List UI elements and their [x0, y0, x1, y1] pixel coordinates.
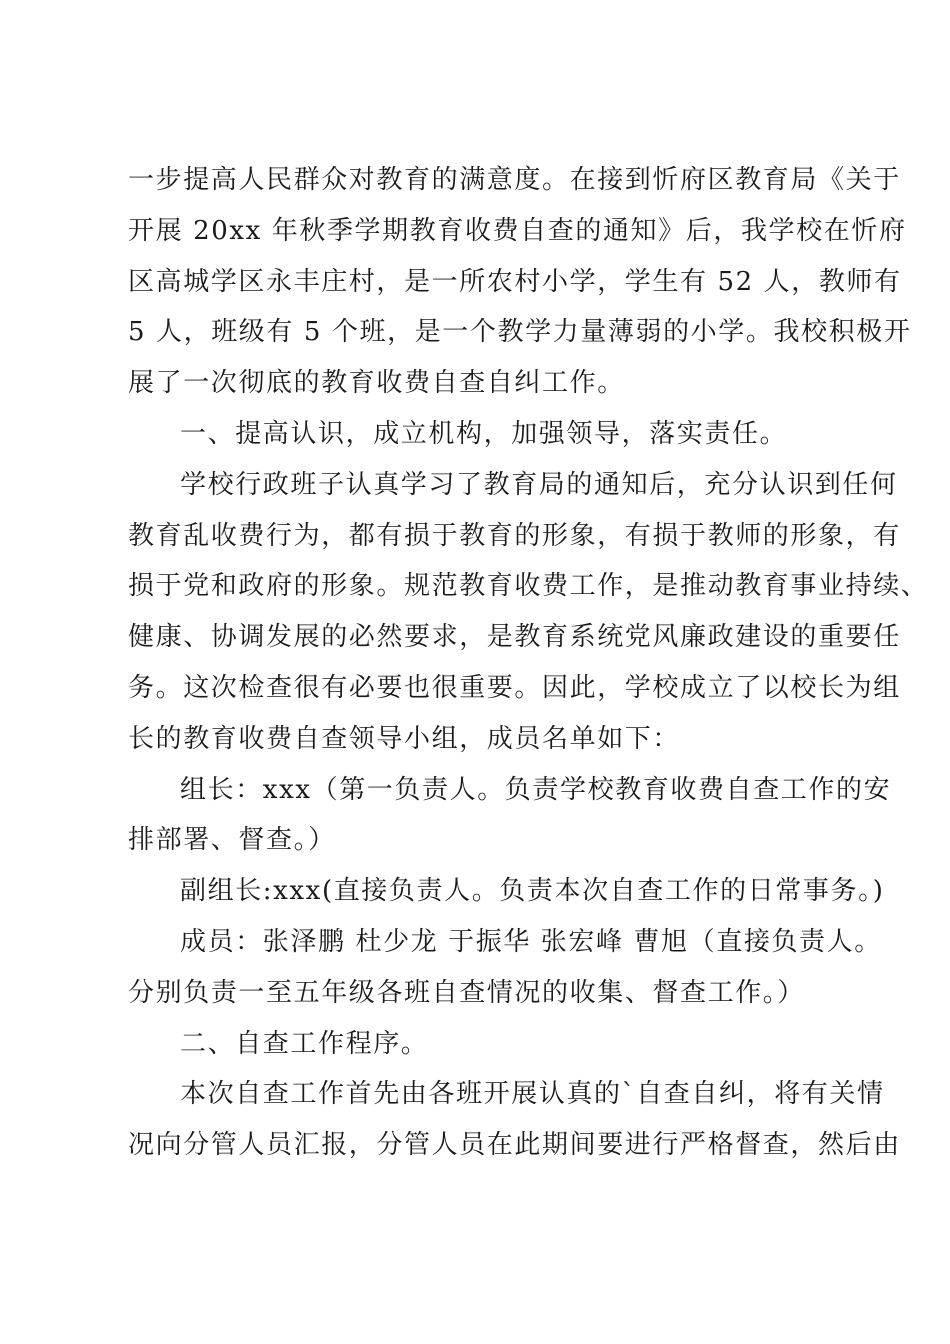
text-line: 展了一次彻底的教育收费自查自纠工作。	[128, 368, 625, 399]
text-line: 务。这次检查很有必要也很重要。因此，学校成立了以校长为组	[128, 672, 901, 703]
text-line: 况向分管人员汇报，分管人员在此期间要进行严格督查，然后由	[128, 1130, 901, 1161]
text-line: 健康、协调发展的必然要求，是教育系统党风廉政建设的重要任	[128, 622, 901, 653]
text-line: 损于党和政府的形象。规范教育收费工作，是推动教育事业持续、	[128, 571, 929, 602]
member-list-line: 成员：张泽鹏 杜少龙 于振华 张宏峰 曹旭（直接负责人。	[180, 926, 882, 957]
member-leader-line: 组长：xxx（第一负责人。负责学校教育收费自查工作的安	[180, 774, 892, 805]
text-line: 开展 20xx 年秋季学期教育收费自查的通知》后，我学校在忻府	[128, 215, 907, 246]
member-deputy-line: 副组长:xxx(直接负责人。负责本次自查工作的日常事务。)	[180, 876, 885, 907]
section-heading-1: 一、提高认识，成立机构，加强领导，落实责任。	[180, 418, 788, 449]
text-line: 区高城学区永丰庄村，是一所农村小学，学生有 52 人，教师有	[128, 266, 902, 297]
text-line: 分别负责一至五年级各班自查情况的收集、督查工作。）	[128, 977, 806, 1008]
text-line: 长的教育收费自查领导小组，成员名单如下：	[128, 723, 681, 754]
text-line: 教育乱收费行为，都有损于教育的形象，有损于教师的形象，有	[128, 520, 901, 551]
section-heading-2: 二、自查工作程序。	[180, 1028, 429, 1059]
text-line: 学校行政班子认真学习了教育局的通知后，充分认识到任何	[180, 469, 898, 500]
text-line: 本次自查工作首先由各班开展认真的`自查自纠，将有关情	[180, 1079, 885, 1110]
text-line: 一步提高人民群众对教育的满意度。在接到忻府区教育局《关于	[128, 165, 901, 195]
document-body	[128, 155, 929, 1171]
text-line: 5 人，班级有 5 个班，是一个教学力量薄弱的小学。我校积极开	[128, 317, 912, 348]
text-line: 排部署、督查。）	[128, 825, 336, 856]
